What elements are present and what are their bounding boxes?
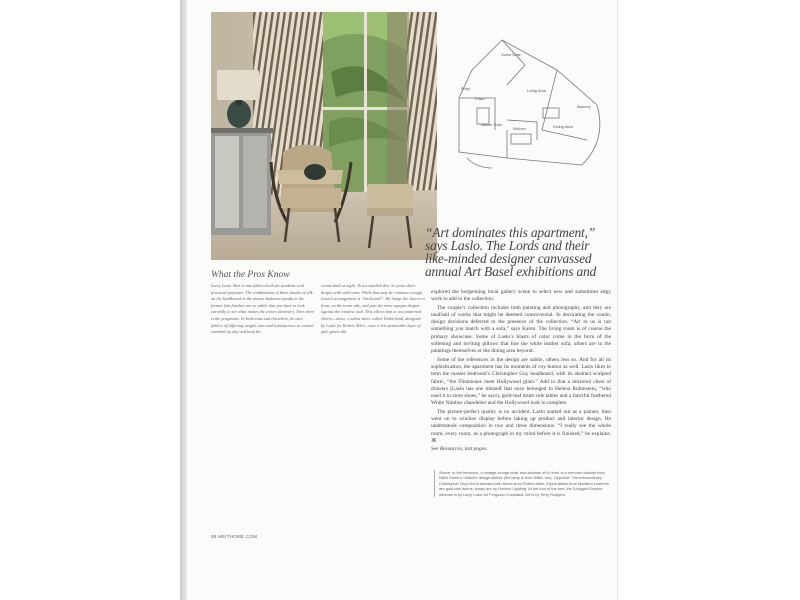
pull-quote-line: like-minded designer canvassed bbox=[425, 251, 592, 266]
magazine-page bbox=[187, 0, 617, 600]
resources-note: See Resources, last pages. bbox=[431, 446, 488, 453]
pull-quote-line: says Laslo. The Lords and their bbox=[425, 238, 590, 253]
bedroom-photo bbox=[211, 12, 437, 260]
floor-plan-label: Entry bbox=[461, 87, 470, 91]
pull-quote bbox=[425, 226, 611, 278]
floor-plan-label: Living Area bbox=[527, 89, 546, 93]
article-body bbox=[431, 289, 611, 454]
article-paragraph: Some of the references in the design are subtle, others less so. And for all its sophistication, the apartment has its moments of coy humor as well. Laslo likes to term the master bedroom’s Christopher Guy headboard, with its abstract sculpted fabric, “the Flintstones meet Hollywood glam.” Add to that a mirrored chest of drawers (Laslo has one himself that once belonged to Helena Rubinstein, “who used it to store shoes,” he says), gold-leaf drum side tables and a fanciful feathered White Nimbus chandelier and the Hollywood look is complete. bbox=[431, 356, 611, 407]
pull-quote-line: annual Art Basel exhibitions and bbox=[425, 264, 597, 279]
floor-plan bbox=[447, 30, 607, 170]
sidebar-column-1: Larry Laslo likes to mix fabrics both for aesthetic and practical purposes. The combination of three shades of silk on the headboard in the master bedroom speaks to the former (the finishes are so subtle that you have to look carefully to see what makes the colors shimmer). Then there is the pragmatic. In bedrooms and elsewhere, he uses fabrics of differing weight, tone and translucence to control sunshine by day and keep the bbox=[211, 283, 315, 335]
floor-plan-label: Foyer bbox=[475, 97, 485, 101]
floor-plan-label: Master Suite bbox=[481, 123, 503, 127]
floor-plan-label: Dining Area bbox=[553, 125, 573, 129]
photo-caption: Above: In the bedroom, a vintage lounge chair and ottoman sit in front of a mirrored cabinet from NIBA Home in Miami’s design district (the lamp is from NIBA, too). Opposite: The extraordinary Christopher Guy bed is dressed with linens from Robert Allen; Elyzia tables from Madison Leathers are gold-leaf drums; lamps are by Horizon Lighting. At the foot of the bed, the 3-legged Dorysia ottoman is by Larry Laslo for Ferguson Copeland. Art is by Terry Rodgers. bbox=[434, 470, 615, 497]
floor-plan-label: Guest Suite bbox=[501, 53, 521, 57]
floor-plan-label: Balcony bbox=[577, 105, 591, 109]
floor-plan-drawing bbox=[447, 30, 607, 170]
pros-know-sidebar bbox=[211, 270, 426, 336]
floor-plan-label: Kitchen bbox=[513, 127, 526, 131]
sidebar-title: What the Pros Know bbox=[211, 270, 290, 280]
pull-quote-line: “Art dominates this apartment,” bbox=[425, 225, 596, 240]
article-paragraph: The picture-perfect quality is no accident. Laslo started out as a painter, then went on to window display before taking up product and interior design. He understands composition in two and three dimensions. “I really see the whole room, every room, as a photograph in my mind before it is finished,” he explains. ⌘ bbox=[431, 408, 611, 444]
sidebar-column-2: rooms dark at night. To accomplish this, he pairs sheer drapes with solid ones. While that may be common enough, Laslo’s arrangement is “backward”: He hangs the sheers in front, on the room side, and puts the more opaque drapes against the window wall. This allows him to use patterned sheers—alone, a zebra sheer called Timberland, designed by Laslo for Robert Allen—over a less penetrable layer of pale green silk. bbox=[321, 283, 425, 335]
article-paragraph: explored the burgeoning local gallery scene to select new and sometimes edgy work to add to the collection. bbox=[431, 289, 611, 303]
page-folio: 98 MEITHOME.COM bbox=[211, 534, 258, 539]
article-paragraph: The couple’s collection includes both painting and photography, and they are unafraid of works that might be deemed controversial. In decorating the condo, design decisions deferred to the presence of the collection. “Art to us is not something you match with a sofa,” says Karen. The living room is of course the primary showcase. Some of Laslo’s blasts of color come in the form of the softening and inviting pillows that line the white leather sofa; others are in the paintings themselves or the dining area beyond. bbox=[431, 304, 611, 355]
bedroom-illustration bbox=[211, 12, 437, 260]
sidebar-columns bbox=[211, 283, 426, 336]
